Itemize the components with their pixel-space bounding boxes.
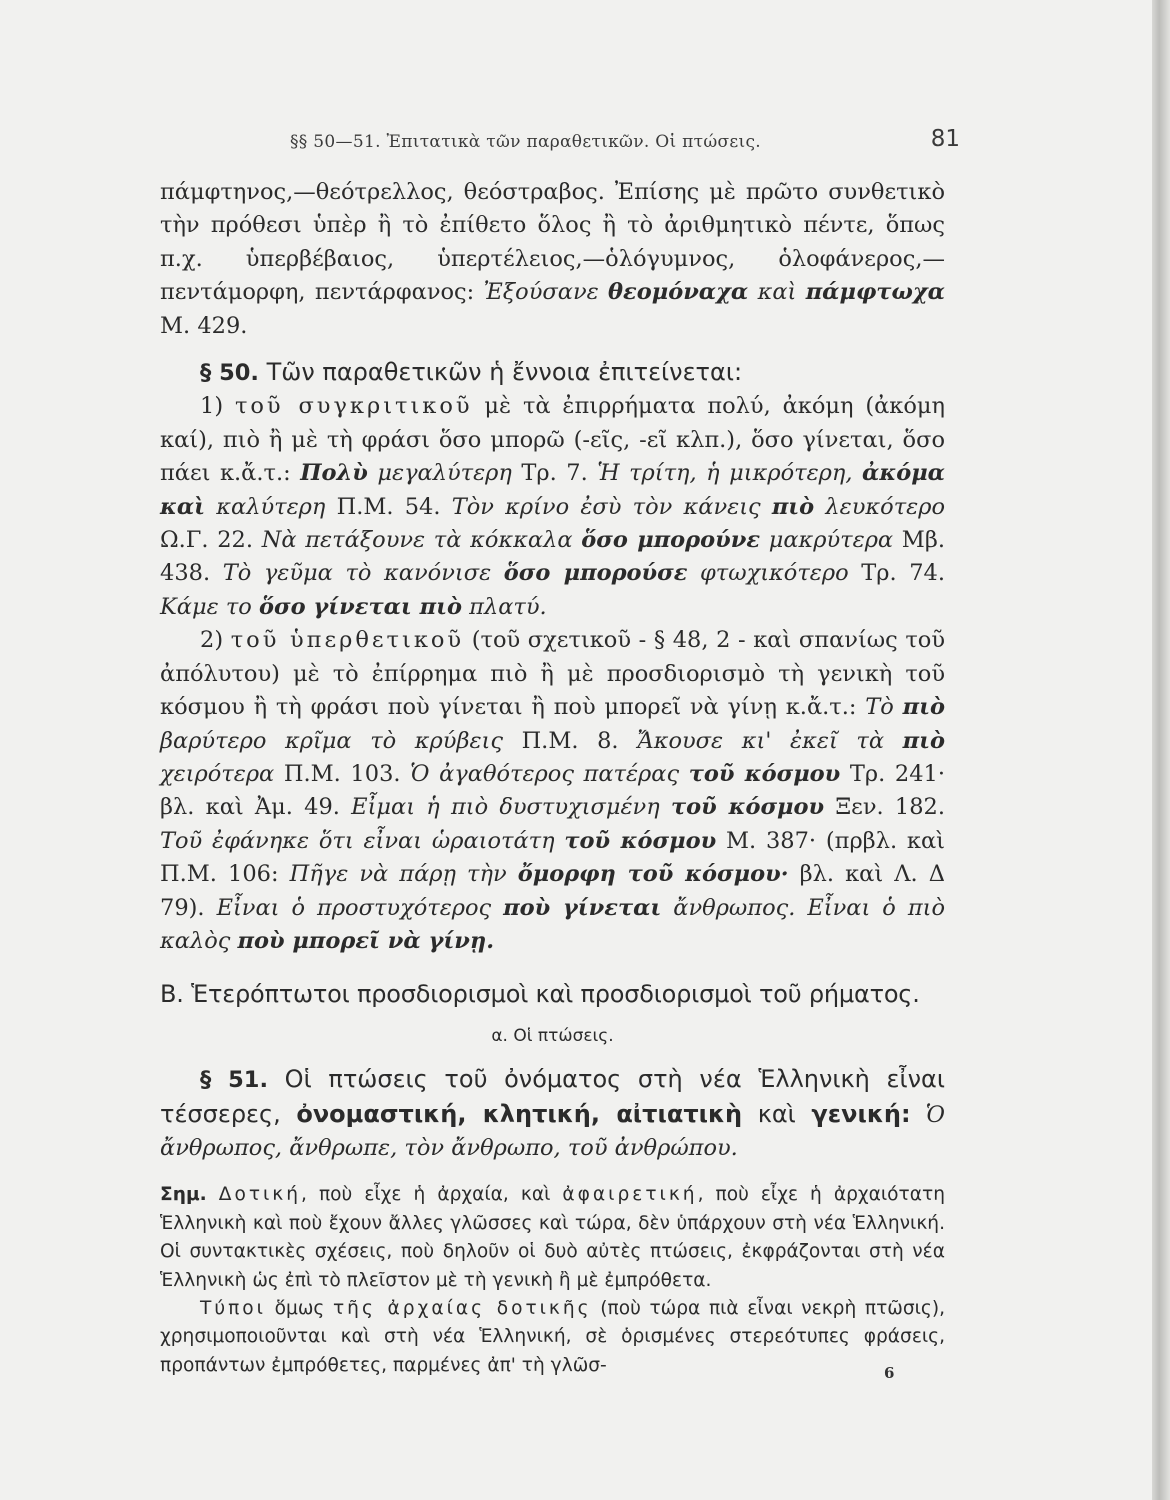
note-label: Σημ. [160, 1184, 207, 1206]
note-paragraph-2: Τύποι ὅμως τῆς ἀρχαίας δοτικῆς (ποὺ τώρα πιὰ εἶναι νεκρὴ πτῶσις), χρησιμοποιοῦνται καὶ στὴ νέα Ἑλληνική, σὲ ὁρισμένες στερεότυπες φράσεις, προπάντων ἐμπρόθετες, παρμένες ἀπ' τὴ γλῶσ- [160, 1298, 946, 1376]
note-paragraph-1: Σημ. Δοτική, ποὺ εἶχε ἡ ἀρχαία, καὶ ἀφαιρετική, ποὺ εἶχε ἡ ἀρχαιότατη Ἑλληνικὴ καὶ ποὺ ἔχουν ἄλλες γλῶσσες καὶ τώρα, δὲν ὑπάρχουν στὴ νέα Ἑλληνική. Οἱ συντακτικὲς σχέσεις, ποὺ δηλοῦν οἱ δυὸ αὐτὲς πτώσεις, ἐκφράζονται στὴ νέα Ἑλληνικὴ ὡς ἐπὶ τὸ πλεῖστον μὲ τὴ γενικὴ ἢ μὲ ἐμπρόθετα. [160, 1184, 945, 1291]
page-edge [1152, 0, 1170, 1500]
section-50-item-2: 2) τοῦ ὑπερθετικοῦ (τοῦ σχετικοῦ - § 48, 2 - καὶ σπανίως τοῦ ἀπόλυτου) μὲ τὸ ἐπίρρημα πιὸ ἢ μὲ προσδιορισμὸ τὴ γενικὴ τοῦ κόσμου ἢ τὴ φράσι ποὺ γίνεται ἢ ποὺ μπορεῖ νὰ γίνῃ κ.ἄ.τ.: Τὸ πιὸ βαρύτερο κρῖμα τὸ κρύβεις Π.Μ. 8. Ἄκουσε κι' ἐκεῖ τὰ πιὸ χειρότερα Π.Μ. 103. Ὁ ἀγαθότερος πατέρας τοῦ κόσμου Τρ. 241· βλ. καὶ Ἀμ. 49. Εἶμαι ἡ πιὸ δυστυχισμένη τοῦ κόσμου Ξεν. 182. Τοῦ ἐφάνηκε ὅτι εἶναι ὡραιοτάτη τοῦ κόσμου Μ. 387· (πρβλ. καὶ Π.Μ. 106: Πῆγε νὰ πάρῃ τὴν ὄμορφη τοῦ κόσμου· βλ. καὶ Λ. Δ 79). Εἶναι ὁ προστυχότερος ποὺ γίνεται ἄνθρωπος. Εἶναι ὁ πιὸ καλὸς ποὺ μπορεῖ νὰ γίνῃ. [160, 627, 946, 954]
section-b-heading: Β. Ἑτερόπτωτοι προσδιορισμοὶ καὶ προσδιορισμοὶ τοῦ ρήματος. [160, 980, 920, 1009]
section-a-heading: α. Οἱ πτώσεις. [491, 1025, 614, 1046]
page-number: 81 [930, 126, 960, 152]
section-50-intro: § 50. Τῶν παραθετικῶν ἡ ἔννοια ἐπιτείνεται: [200, 358, 743, 387]
signature-mark: 6 [884, 1364, 895, 1382]
section-51-paragraph: § 51. Οἱ πτώσεις τοῦ ὀνόματος στὴ νέα Ἑλληνικὴ εἶναι τέσσερες, ὀνομαστική, κλητική, αἰτιατικὴ καὶ γενική: Ὁ ἄνθρωπος, ἄνθρωπε, τὸν ἄνθρωπο, τοῦ ἀνθρώπου. [160, 1065, 946, 1161]
paragraph-continuation: πάμφτηνος,—θεότρελλος, θεόστραβος. Ἐπίσης μὲ πρῶτο συνθετικὸ τὴν πρόθεσι ὑπὲρ ἢ τὸ ἐπίθετο ὅλος ἢ τὸ ἀριθμητικὸ πέντε, ὅπως π.χ. ὑπερβέβαιος, ὑπερτέλειος,—ὁλόγυμνος, ὁλοφάνερος,—πεντάμορφη, πεντάρφανος: Ἐξούσανε θεομόναχα καὶ πάμφτωχα Μ. 429. [160, 179, 945, 339]
section-number: § 50. [200, 360, 259, 387]
page-body [160, 176, 945, 1380]
section-50-item-1: 1) τοῦ συγκριτικοῦ μὲ τὰ ἐπιρρήματα πολύ, ἀκόμη (ἀκόμη καί), πιὸ ἢ μὲ τὴ φράσι ὅσο μπορῶ (-εῖς, -εῖ κλπ.), ὅσο γίνεται, ὅσο πάει κ.ἄ.τ.: Πολὺ μεγαλύτερη Τρ. 7. Ἡ τρίτη, ἡ μικρότερη, ἀκόμα καὶ καλύτερη Π.Μ. 54. Τὸν κρίνο ἐσὺ τὸν κάνεις πιὸ λευκότερο Ω.Γ. 22. Νὰ πετάξουνε τὰ κόκκαλα ὅσο μπορούνε μακρύτερα Μβ. 438. Τὸ γεῦμα τὸ κανόνισε ὅσο μπορούσε φτωχικότερο Τρ. 74. Κάμε το ὅσο γίνεται πιὸ πλατύ. [160, 393, 946, 620]
running-header [290, 126, 960, 158]
section-number: § 51. [200, 1067, 268, 1094]
note-block [160, 1181, 945, 1380]
running-title: §§ 50—51. Ἐπιτατικὰ τῶν παραθετικῶν. Οἱ πτώσεις. [290, 132, 762, 152]
